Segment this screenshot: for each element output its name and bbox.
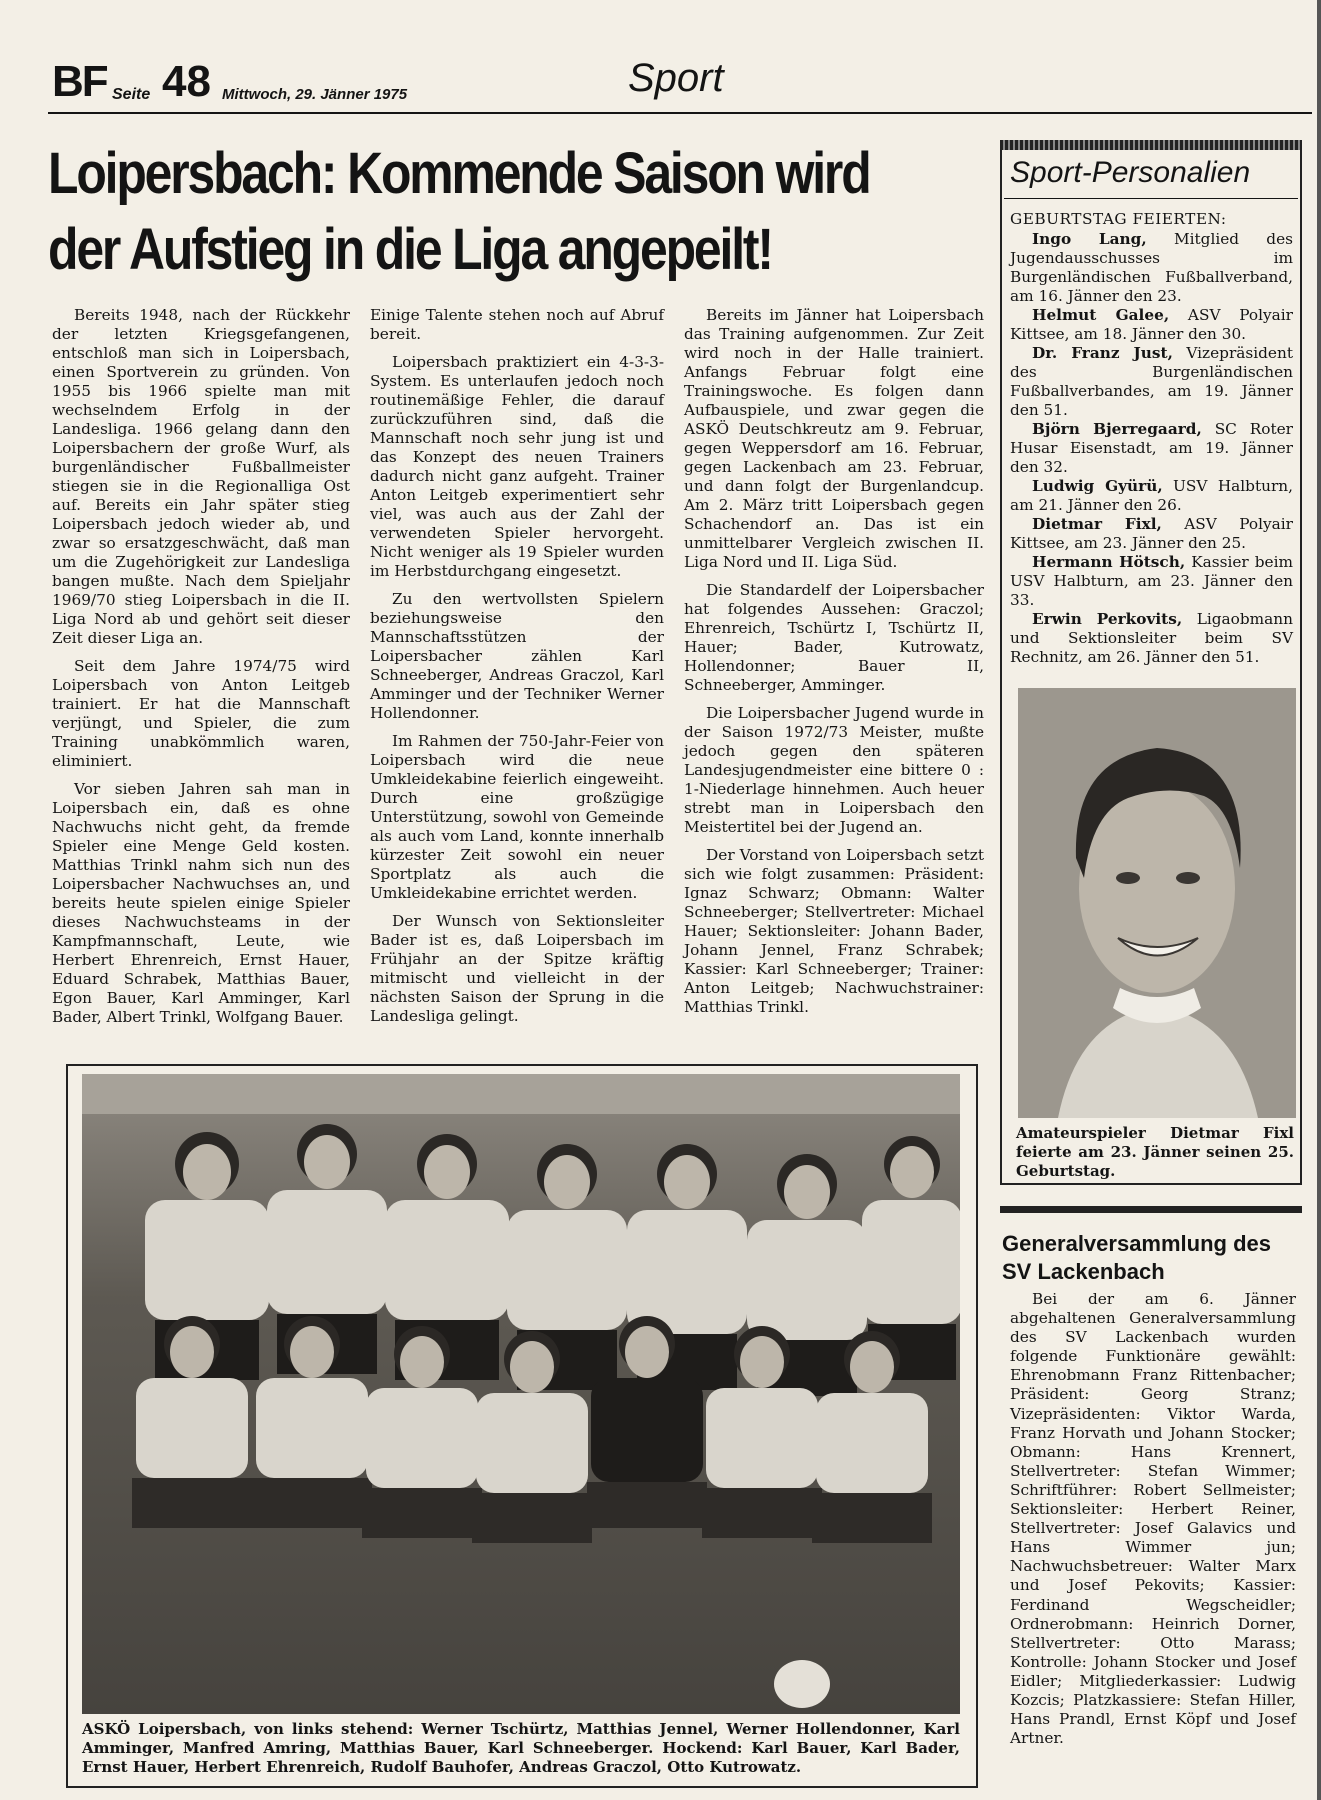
paragraph: Einige Talente stehen noch auf Abruf bereit. <box>370 306 664 343</box>
issue-date: Mittwoch, 29. Jänner 1975 <box>222 86 408 103</box>
paragraph: Seit dem Jahre 1974/75 wird Loipersbach von Anton Leitgeb trainiert. Er hat die Mannschaft verjüngt, und Spieler, die zum Training unabkömmlich waren, eliminiert. <box>52 657 350 770</box>
entry-text: USV Halbturn, am 21. Jänner den 26. <box>1010 477 1293 514</box>
entry-text: Kassier beim USV Halbturn, am 23. Jänner den 33. <box>1010 553 1293 609</box>
page-edge <box>1317 0 1321 1800</box>
paragraph: Vor sieben Jahren sah man in Loipersbach ein, daß es ohne Nachwuchs nicht geht, da fremde Spieler eine Menge Geld kosten. Matthias Trinkl nahm sich nun des Loipersbacher Nachwuchses an, und bereits heute spielen einige Spieler dieses Nachwuchsteams in der Kampfmannschaft, Leute, wie Herbert Ehrenreich, Ernst Hauer, Eduard Schrabek, Matthias Bauer, Egon Bauer, Karl Amminger, Karl Bader, Albert Trinkl, Wolfgang Bauer. <box>52 780 350 1026</box>
headline-line-2: der Aufstieg in die Liga angepeilt! <box>48 217 772 282</box>
entry-name: Erwin Perkovits, <box>1032 610 1183 628</box>
portrait-caption: Amateurspieler Dietmar Fixl feierte am 23. Jänner seinen 25. Geburtstag. <box>1016 1124 1294 1180</box>
section-title: Sport <box>628 56 724 100</box>
entry-text: ASV Polyair Kittsee, am 23. Jänner den 25. <box>1010 515 1293 552</box>
entry-text: Ligaobmann und Sektionsleiter beim SV Rechnitz, am 26. Jänner den 51. <box>1010 610 1293 666</box>
entry-name: Björn Bjerregaard, <box>1032 420 1202 438</box>
paragraph: Bereits 1948, nach der Rückkehr der letzten Kriegsgefangenen, entschloß man sich in Loipersbach, einen Sportverein zu gründen. Von 1955 bis 1966 spielte man mit wechselndem Erfolg in der Landesliga. 1966 gelang dann den Loipersbachern der große Wurf, als burgenländischer Fußballmeister stiegen sie in die Regionalliga Ost auf. Bereits ein Jahr später stieg Loipersbach jedoch wieder ab, und zwar so ersatzgeschwächt, daß man um die Zugehörigkeit zur Landesliga bangen mußte. Nach dem Spieljahr 1969/70 stieg Loipersbach in die II. Liga Nord ab und gehört seit dieser Zeit dieser Liga an. <box>52 306 350 647</box>
birthday-entry <box>1010 420 1293 477</box>
paragraph: Zu den wertvollsten Spielern beziehungsweise den Mannschaftsstützen der Loipersbacher zählen Karl Schneeberger, Andreas Graczol, Karl Amminger und der Techniker Werner Hollendonner. <box>370 590 664 722</box>
entry-name: Dietmar Fixl, <box>1032 515 1162 533</box>
sidebar-title-rule <box>1004 198 1298 199</box>
birthday-list <box>1010 210 1293 667</box>
lackenbach-article <box>1010 1290 1296 1748</box>
portrait-photo <box>1018 688 1296 1118</box>
portrait-illustration <box>1018 688 1296 1118</box>
birthday-entry <box>1010 344 1293 420</box>
header-rule <box>48 112 1312 114</box>
birthday-entry <box>1010 515 1293 553</box>
entry-text: Vizepräsident des Burgenländischen Fußballverbandes, am 19. Jänner den 51. <box>1010 344 1293 419</box>
entry-name: Hermann Hötsch, <box>1032 553 1186 571</box>
paragraph: Im Rahmen der 750-Jahr-Feier von Loipersbach wird die neue Umkleidekabine feierlich eingeweiht. Durch eine großzügige Unterstützung, sowohl von Gemeinde als auch vom Land, konnte innerhalb kürzester Zeit sowohl ein neuer Sportplatz als auch die Umkleidekabine errichtet werden. <box>370 732 664 902</box>
paragraph: Bereits im Jänner hat Loipersbach das Training aufgenommen. Zur Zeit wird noch in der Halle trainiert. Anfangs Februar folgt eine Trainingswoche. Es folgen dann Aufbauspiele, und zwar gegen die ASKÖ Deutschkreutz am 9. Februar, gegen Weppersdorf am 16. Februar, gegen Lackenbach am 23. Februar, und dann folgt der Burgenlandcup. Am 2. März tritt Loipersbach gegen Schachendorf an. Das ist ein unmittelbarer Vergleich zwischen II. Liga Nord und II. Liga Süd. <box>684 306 984 571</box>
birthday-entry <box>1010 610 1293 667</box>
entry-text: Mitglied des Jugendausschusses im Burgenländischen Fußballverband, am 16. Jänner den 23. <box>1010 230 1294 305</box>
paragraph: Die Standardelf der Loipersbacher hat folgendes Aussehen: Graczol; Ehrenreich, Tschürtz I, Tschürtz II, Hauer; Bader, Kutrowatz, Hollendonner; Bauer II, Schneeberger, Amminger. <box>684 581 984 694</box>
sidebar-title: Sport-Personalien <box>1010 156 1251 189</box>
page-number: 48 <box>162 57 211 106</box>
article-column-2 <box>370 306 664 1035</box>
article-divider <box>1000 1206 1302 1213</box>
birthday-heading: GEBURTSTAG FEIERTEN: <box>1010 210 1227 228</box>
entry-text: SC Roter Husar Eisenstadt, am 19. Jänner den 32. <box>1010 420 1293 476</box>
football <box>774 1660 830 1708</box>
team-photo-caption: ASKÖ Loipersbach, von links stehend: Werner Tschürtz, Matthias Jennel, Werner Hollendonner, Karl Amminger, Manfred Amring, Matthias Bauer, Karl Schneeberger. Hockend: Karl Bauer, Karl Bader, Ernst Hauer, Herbert Ehrenreich, Rudolf Bauhofer, Andreas Graczol, Otto Kutrowatz. <box>82 1720 960 1776</box>
entry-name: Helmut Galee, <box>1032 306 1170 324</box>
sidebar-top-strip <box>1000 140 1302 150</box>
birthday-entry <box>1010 553 1293 610</box>
birthday-entry <box>1010 230 1293 306</box>
entry-name: Ludwig Gyürü, <box>1032 477 1163 495</box>
paragraph: Die Loipersbacher Jugend wurde in der Saison 1972/73 Meister, mußte jedoch gegen den späteren Landesjugendmeister eine bittere 0 : 1-Niederlage hinnehmen. Auch heuer strebt man in Loipersbach den Meistertitel bei der Jugend an. <box>684 704 984 836</box>
paragraph: Der Wunsch von Sektionsleiter Bader ist es, daß Loipersbach im Frühjahr an der Spitze kräftig mitmischt und vielleicht in der nächsten Saison der Sprung in die Landesliga gelingt. <box>370 912 664 1025</box>
paragraph: Loipersbach praktiziert ein 4-3-3-System. Es unterlaufen jedoch noch routinemäßige Fehler, die darauf zurückzuführen sind, daß die Mannschaft noch sehr jung ist und das Konzept des neuen Trainers dadurch nicht ganz aufgeht. Trainer Anton Leitgeb experimentiert sehr viel, was auch aus der Zahl der verwendeten Spieler hervorgeht. Nicht weniger als 19 Spieler wurden im Herbstdurchgang eingesetzt. <box>370 353 664 580</box>
team-photo-illustration <box>82 1074 960 1714</box>
lackenbach-headline: Generalversammlung des SV Lackenbach <box>1002 1231 1272 1284</box>
headline-line-1: Loipersbach: Kommende Saison wird <box>48 141 870 206</box>
newspaper-logo: BF <box>52 57 107 106</box>
main-headline <box>48 136 870 288</box>
team-photo <box>82 1074 960 1714</box>
birthday-entry <box>1010 306 1293 344</box>
entry-name: Dr. Franz Just, <box>1032 344 1173 362</box>
paragraph: Bei der am 6. Jänner abgehaltenen Generalversammlung des SV Lackenbach wurden folgende Funktionäre gewählt: Ehrenobmann Franz Rittenbacher; Präsident: Georg Stranz; Vizepräsidenten: Viktor Warda, Franz Horvath und Johann Stocker; Obmann: Hans Krennert, Stellvertreter: Stefan Wimmer; Schriftführer: Robert Sellmeister; Sektionsleiter: Herbert Reiner, Stellvertreter: Josef Galavics und Hans Wimmer jun; Nachwuchsbetreuer: Walter Marx und Josef Pekovits; Kassier: Ferdinand Wegscheidler; Ordnerobmann: Heinrich Dorner, Stellvertreter: Otto Marass; Kontrolle: Johann Stocker und Josef Eidler; Mitgliederkassier: Ludwig Kozcis; Platzkassiere: Stefan Hiller, Hans Prandl, Ernst Köpf und Josef Artner. <box>1010 1290 1296 1748</box>
entry-name: Ingo Lang, <box>1032 230 1147 248</box>
birthday-entry <box>1010 477 1293 515</box>
page-label: Seite <box>112 86 151 103</box>
article-column-1 <box>52 306 350 1036</box>
paragraph: Der Vorstand von Loipersbach setzt sich wie folgt zusammen: Präsident: Ignaz Schwarz; Obmann: Walter Schneeberger; Stellvertreter: Michael Hauer; Sektionsleiter: Johann Bader, Johann Jennel, Franz Schrabek; Kassier: Karl Schneeberger; Trainer: Anton Leitgeb; Nachwuchstrainer: Matthias Trinkl. <box>684 846 984 1016</box>
entry-text: ASV Polyair Kittsee, am 18. Jänner den 30. <box>1010 306 1293 343</box>
article-column-3 <box>684 306 984 1026</box>
